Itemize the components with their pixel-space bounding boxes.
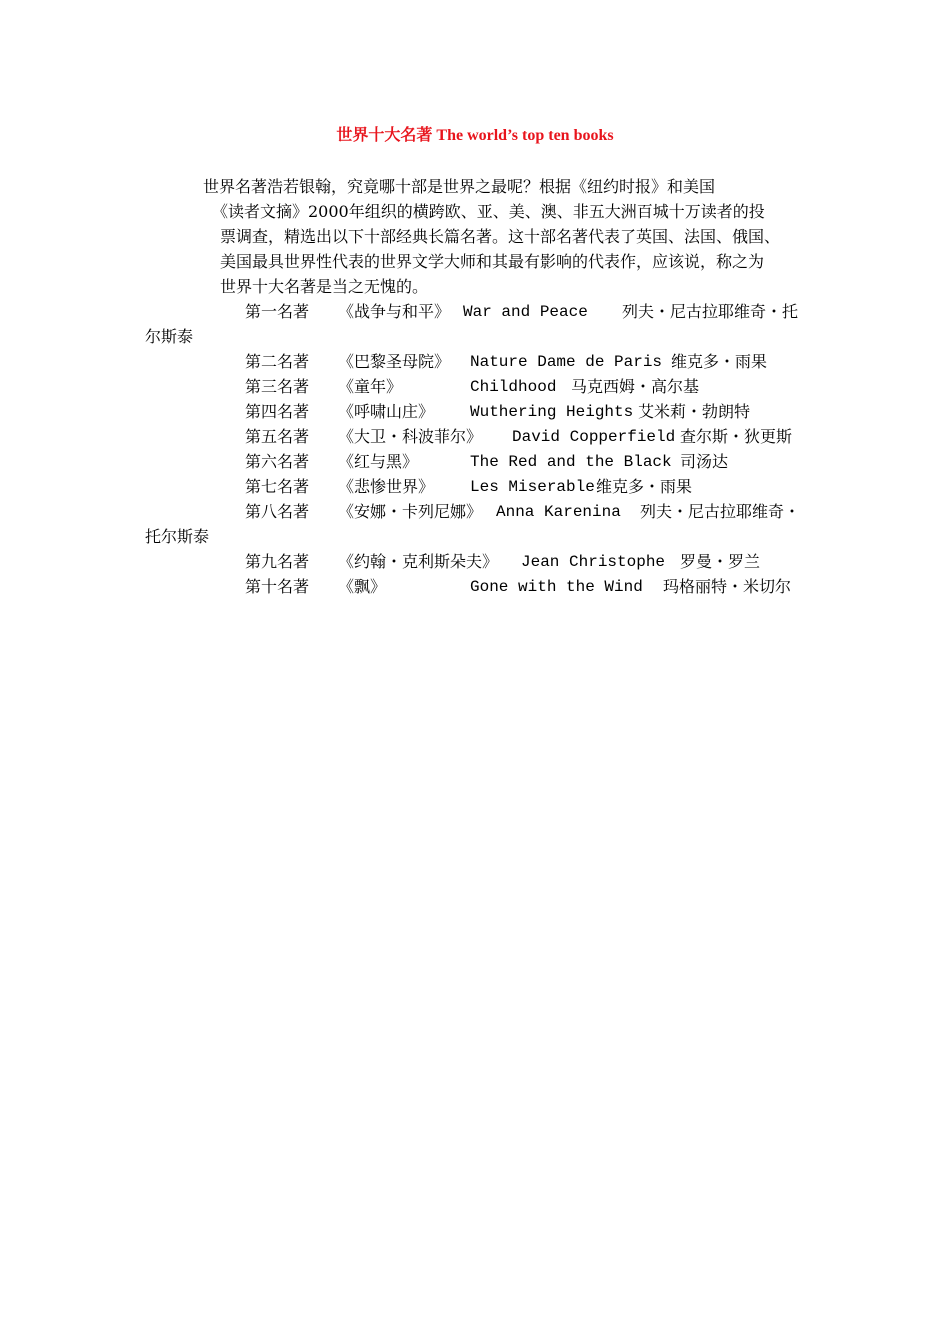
book-rank: 第四名著 (245, 402, 310, 421)
book-author: 玛格丽特・米切尔 (663, 577, 792, 596)
intro-line: 世界十大名著是当之无愧的。 (220, 277, 429, 296)
book-author: 列夫・尼古拉耶维奇・ (640, 502, 801, 521)
book-author: 维克多・雨果 (596, 477, 693, 496)
book-title-en: Childhood (470, 378, 557, 396)
book-author-wrap: 尔斯泰 (145, 327, 194, 346)
book-author: 查尔斯・狄更斯 (680, 427, 793, 446)
book-title-en: War and Peace (463, 303, 588, 321)
book-rank: 第三名著 (245, 377, 310, 396)
book-title-en: David Copperfield (512, 428, 676, 446)
book-title-cn: 《悲惨世界》 (338, 477, 435, 496)
book-title-en: Anna Karenina (496, 503, 621, 521)
book-author: 维克多・雨果 (671, 352, 768, 371)
intro-line: 《读者文摘》2000年组织的横跨欧、亚、美、澳、非五大洲百城十万读者的投 (212, 202, 765, 221)
book-rank: 第五名著 (245, 427, 310, 446)
book-rank: 第九名著 (245, 552, 310, 571)
book-author: 列夫・尼古拉耶维奇・托 (622, 302, 799, 321)
book-rank: 第七名著 (245, 477, 310, 496)
book-title-cn: 《安娜・卡列尼娜》 (338, 502, 483, 521)
book-title-cn: 《红与黑》 (338, 452, 419, 471)
book-title-en: Nature Dame de Paris (470, 353, 663, 371)
book-title-cn: 《飘》 (338, 577, 387, 596)
book-title-cn: 《巴黎圣母院》 (338, 352, 451, 371)
intro-line: 世界名著浩若银翰，究竟哪十部是世界之最呢？根据《纽约时报》和美国 (203, 177, 716, 196)
book-author: 司汤达 (680, 452, 729, 471)
intro-line: 票调查，精选出以下十部经典长篇名著。这十部名著代表了英国、法国、俄国、 (220, 227, 781, 246)
book-title-en: Jean Christophe (521, 553, 666, 571)
book-title-cn: 《战争与和平》 (338, 302, 451, 321)
book-title-en: Wuthering Heights (470, 403, 634, 421)
book-author: 艾米莉・勃朗特 (638, 402, 751, 421)
book-title-en: Gone with the Wind (470, 578, 643, 596)
book-title-en: The Red and the Black (470, 453, 672, 471)
book-rank: 第八名著 (245, 502, 310, 521)
book-title-cn: 《约翰・克利斯朵夫》 (338, 552, 499, 571)
book-rank: 第六名著 (245, 452, 310, 471)
book-title-cn: 《呼啸山庄》 (338, 402, 435, 421)
book-title-cn: 《童年》 (338, 377, 403, 396)
book-author: 罗曼・罗兰 (680, 552, 761, 571)
book-rank: 第一名著 (245, 302, 310, 321)
book-title-cn: 《大卫・科波菲尔》 (338, 427, 483, 446)
book-title-en: Les Miserable (470, 478, 595, 496)
book-author-wrap: 托尔斯泰 (145, 527, 210, 546)
intro-line: 美国最具世界性代表的世界文学大师和其最有影响的代表作，应该说，称之为 (220, 252, 765, 271)
page-title: 世界十大名著 The world’s top ten books (336, 127, 614, 144)
book-rank: 第十名著 (245, 577, 310, 596)
book-author: 马克西姆・高尔基 (571, 377, 700, 396)
book-rank: 第二名著 (245, 352, 310, 371)
